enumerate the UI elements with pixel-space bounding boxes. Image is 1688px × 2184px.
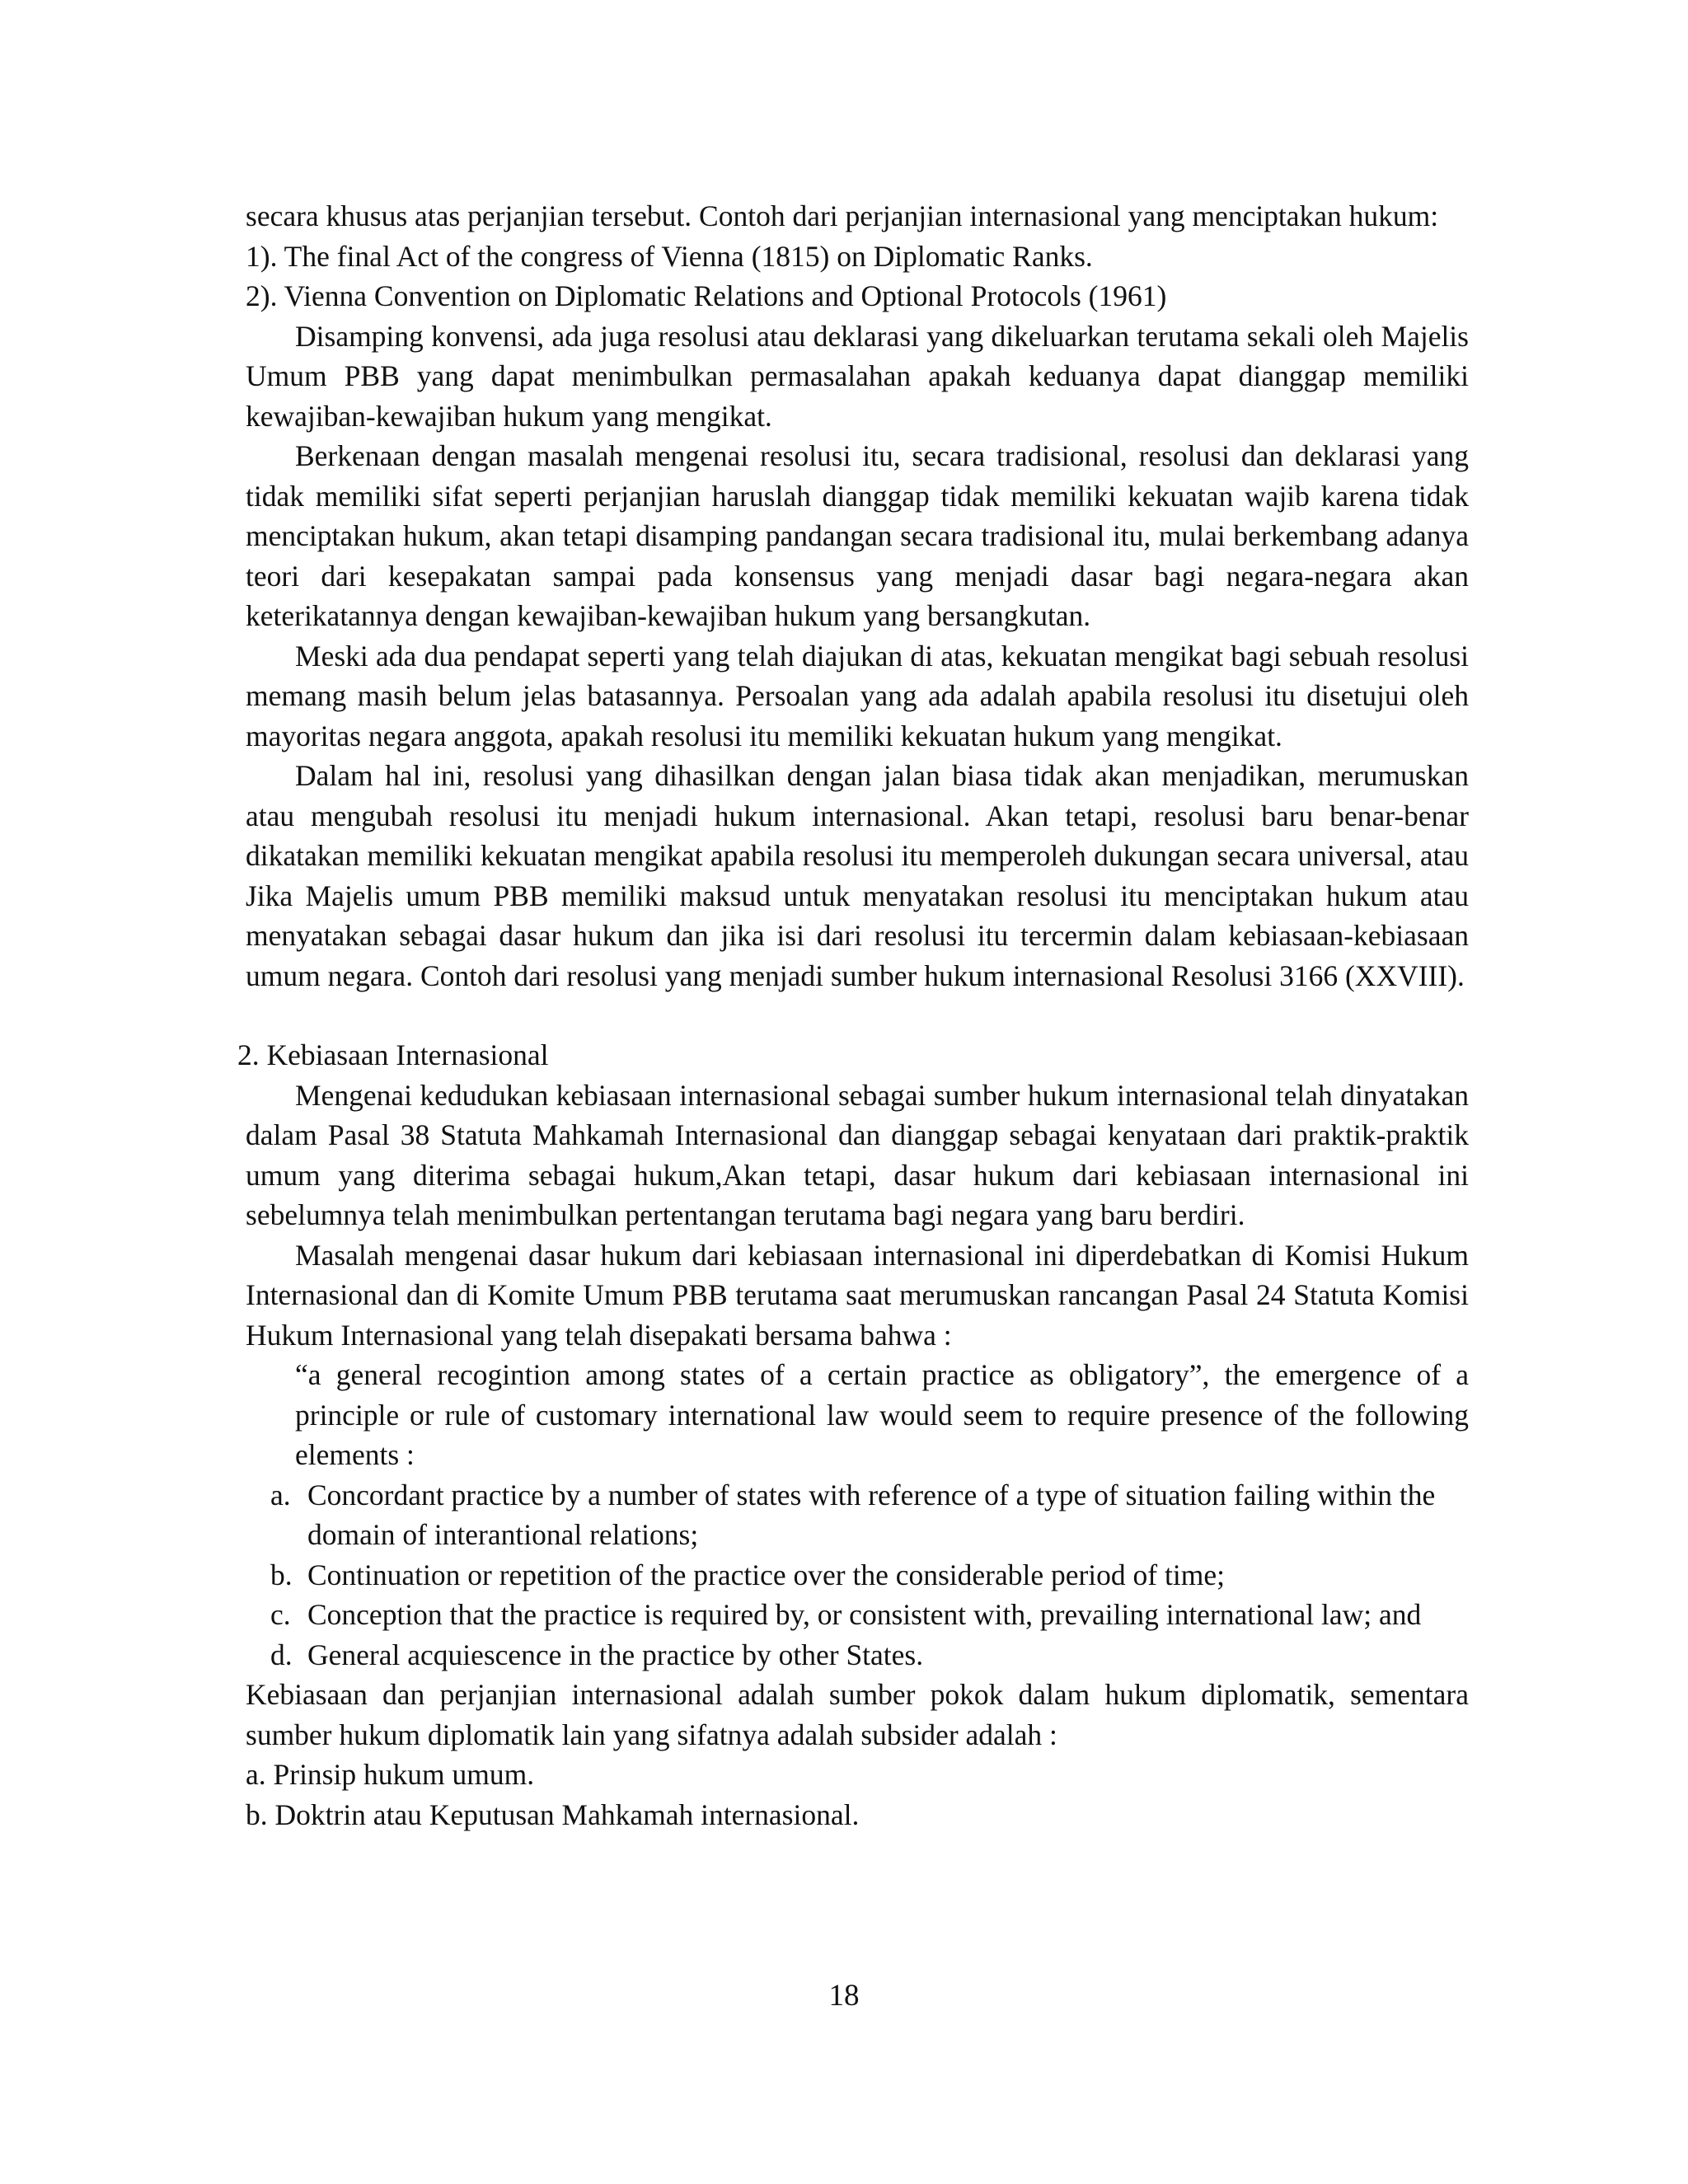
paragraph-traditional-view: Berkenaan dengan masalah mengenai resolusi itu, secara tradisional, resolusi dan deklarasi yang tidak memiliki sifat seperti perjanjian haruslah dianggap tidak memiliki kekuatan wajib karena tidak menciptakan hukum, akan tetapi disamping pandangan secara tradisional itu, mulai berkembang adanya teori dari kesepakatan sampai pada konsensus yang menjadi dasar bagi negara-negara akan keterikatannya dengan kewajiban-kewajiban hukum yang bersangkutan. xyxy=(246,439,1469,632)
list-item xyxy=(270,1635,1469,1675)
list-item xyxy=(270,1595,1469,1635)
section-spacer xyxy=(246,996,1469,1035)
closing-item-principles: a. Prinsip hukum umum. xyxy=(246,1758,535,1791)
paragraph-custom-debate: Masalah mengenai dasar hukum dari kebiasaan internasional ini diperdebatkan di Komisi Hukum Internasional dan di Komite Umum PBB terutama saat merumuskan rancangan Pasal 24 Statuta Komisi Hukum Internasional yang telah disepakati bersama bahwa : xyxy=(246,1238,1469,1352)
paragraph-resolutions: Disamping konvensi, ada juga resolusi atau deklarasi yang dikeluarkan terutama sekali oleh Majelis Umum PBB yang dapat menimbulkan permasalahan apakah keduanya dapat dianggap memiliki kewajiban-kewajiban hukum yang mengikat. xyxy=(246,319,1469,433)
closing-paragraph: Kebiasaan dan perjanjian internasional adalah sumber pokok dalam hukum diplomatik, sementara sumber hukum diplomatik lain yang sifatnya adalah subsider adalah : xyxy=(246,1678,1469,1751)
paragraph-resolution-law: Dalam hal ini, resolusi yang dihasilkan dengan jalan biasa tidak akan menjadikan, merumuskan atau mengubah resolusi itu menjadi hukum internasional. Akan tetapi, resolusi baru benar-benar dikatakan memiliki kekuatan mengikat apabila resolusi itu memperoleh dukungan secara universal, atau Jika Majelis umum PBB memiliki maksud untuk menyatakan resolusi itu menciptakan hukum atau menyatakan sebagai dasar hukum dan jika isi dari resolusi itu tercermin dalam kebiasaan-kebiasaan umum negara. Contoh dari resolusi yang menjadi sumber hukum internasional Resolusi 3166 (XXVIII). xyxy=(246,759,1469,992)
page-content xyxy=(237,196,1469,1835)
list-text: Concordant practice by a number of states with reference of a type of situation failing within the domain of interantional relations; xyxy=(307,1478,1436,1551)
closing-item-doctrine: b. Doktrin atau Keputusan Mahkamah internasional. xyxy=(246,1797,860,1831)
intro-paragraph: secara khusus atas perjanjian tersebut. Contoh dari perjanjian internasional yang menciptakan hukum: xyxy=(246,199,1439,232)
list-marker: c. xyxy=(270,1598,291,1631)
list-text: General acquiescence in the practice by other States. xyxy=(307,1638,924,1671)
list-item xyxy=(270,1475,1469,1555)
list-text: Conception that the practice is required by, or consistent with, prevailing international law; and xyxy=(307,1598,1422,1631)
list-marker: b. xyxy=(270,1558,293,1591)
paragraph-binding-force: Meski ada dua pendapat seperti yang telah diajukan di atas, kekuatan mengikat bagi sebuah resolusi memang masih belum jelas batasannya. Persoalan yang ada adalah apabila resolusi itu disetujui oleh mayoritas negara anggota, apakah resolusi itu memiliki kekuatan hukum yang mengikat. xyxy=(246,639,1469,752)
treaty-example-2: 2). Vienna Convention on Diplomatic Relations and Optional Protocols (1961) xyxy=(246,279,1167,312)
paragraph-custom-position: Mengenai kedudukan kebiasaan internasional sebagai sumber hukum internasional telah dinyatakan dalam Pasal 38 Statuta Mahkamah Internasional dan dianggap sebagai kenyataan dari praktik-praktik umum yang diterima sebagai hukum,Akan tetapi, dasar hukum dari kebiasaan internasional ini sebelumnya telah menimbulkan pertentangan terutama bagi negara yang baru berdiri. xyxy=(246,1078,1469,1231)
section-heading: 2. Kebiasaan Internasional xyxy=(237,1038,549,1071)
list-marker: d. xyxy=(270,1638,293,1671)
page-number: 18 xyxy=(828,1979,860,2013)
list-item xyxy=(270,1555,1469,1596)
block-quote: “a general recogintion among states of a certain practice as obligatory”, the emergence of a principle or rule of customary international law would seem to require presence of the following elements : xyxy=(295,1358,1469,1471)
list-text: Continuation or repetition of the practice over the considerable period of time; xyxy=(307,1558,1225,1591)
treaty-example-1: 1). The final Act of the congress of Vienna (1815) on Diplomatic Ranks. xyxy=(246,239,1093,273)
list-marker: a. xyxy=(270,1478,291,1511)
